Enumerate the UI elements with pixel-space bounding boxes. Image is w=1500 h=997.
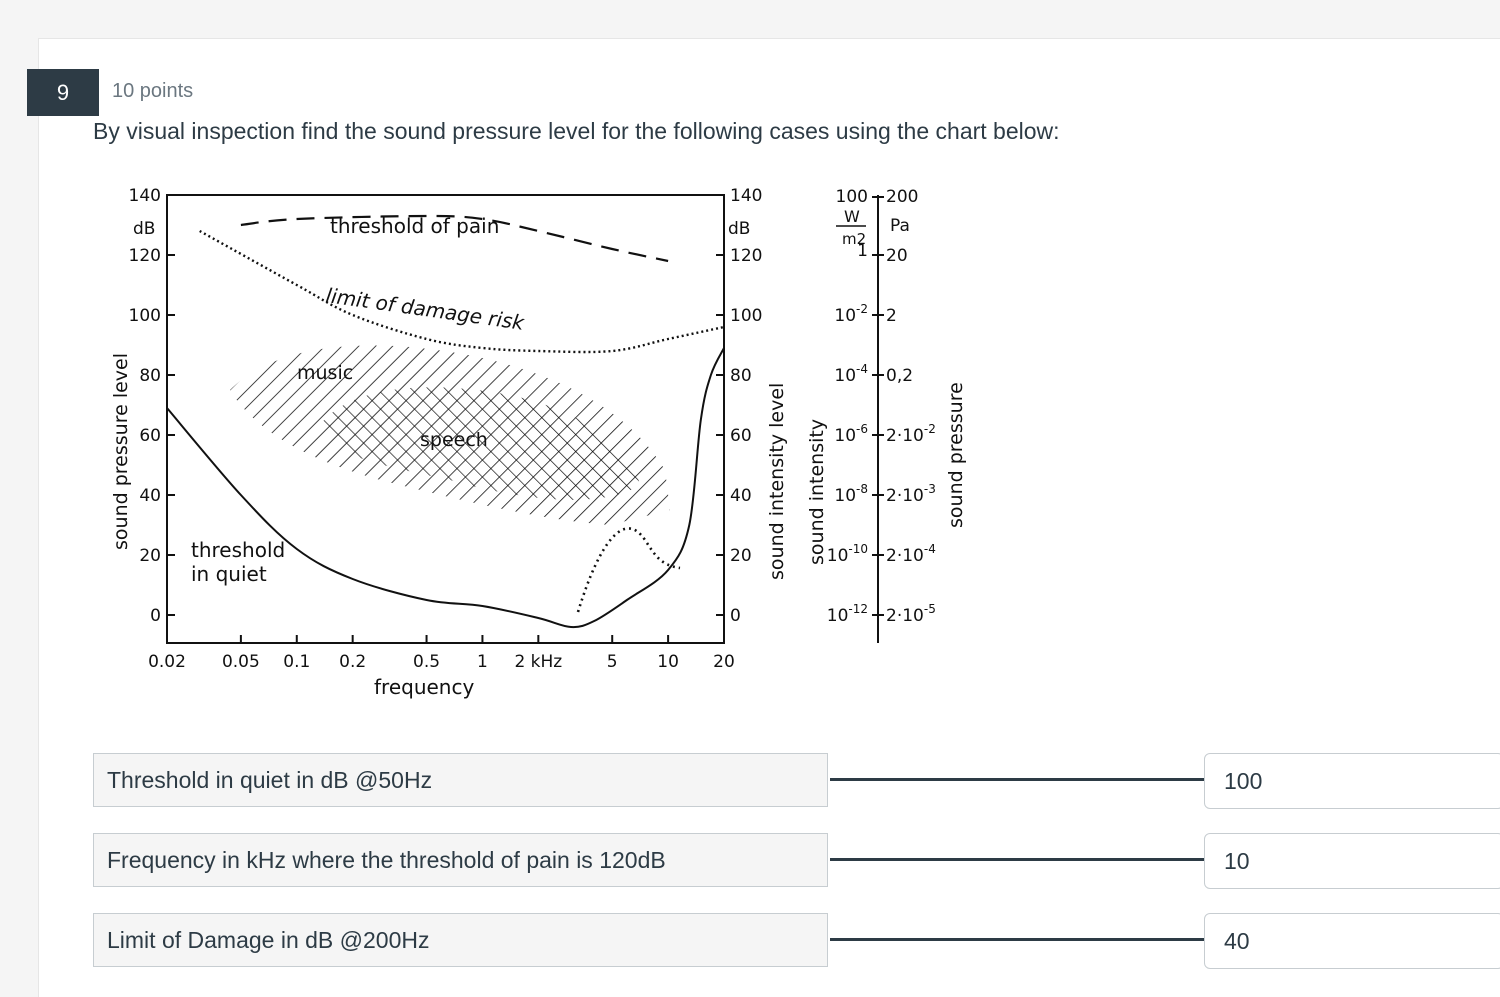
left-tick-label: 140 bbox=[128, 186, 161, 206]
pressure-tick-label: 2 bbox=[886, 306, 897, 326]
question-number: 9 bbox=[27, 69, 99, 116]
answer-row-2-input[interactable]: 10 bbox=[1204, 833, 1500, 889]
x-tick-label: 0.05 bbox=[221, 652, 260, 672]
left-tick-label: 100 bbox=[128, 306, 161, 326]
music-label: music bbox=[297, 362, 354, 384]
pressure-tick-label: $2\cdot 10^{-2}$ bbox=[886, 422, 936, 446]
intensity-tick-label: 1 bbox=[857, 241, 868, 261]
left-tick-label: 120 bbox=[128, 246, 161, 266]
answer-row-1-label: Threshold in quiet in dB @50Hz bbox=[93, 753, 828, 807]
left-tick-label: 40 bbox=[139, 486, 161, 506]
x-axis bbox=[148, 635, 735, 672]
pressure-tick-label: $2\cdot 10^{-4}$ bbox=[886, 542, 936, 566]
answer-row-1-input[interactable]: 100 bbox=[1204, 753, 1500, 809]
right-unit-db: dB bbox=[728, 219, 751, 239]
limit-of-damage-risk-label: limit of damage risk bbox=[324, 283, 526, 335]
left-tick-label: 0 bbox=[150, 606, 161, 626]
hearing-area-chart bbox=[100, 180, 980, 710]
intensity-tick-label: $10^{-12}$ bbox=[826, 602, 868, 626]
right-mid-axis-title: sound intensity bbox=[806, 418, 828, 565]
left-unit-db: dB bbox=[133, 219, 156, 239]
answer-row-2-connector bbox=[830, 858, 1204, 861]
left-axis bbox=[129, 186, 175, 626]
pressure-tick-label: 200 bbox=[886, 187, 919, 207]
question-text: By visual inspection find the sound pressure level for the following cases using the chart below: bbox=[93, 118, 1060, 144]
x-tick-label: 2 kHz bbox=[514, 652, 563, 672]
x-tick-label: 20 bbox=[713, 652, 735, 672]
intensity-tick-label: $10^{-6}$ bbox=[834, 422, 868, 446]
pressure-unit: Pa bbox=[890, 216, 910, 236]
x-tick-label: 0.2 bbox=[339, 652, 367, 672]
left-tick-label: 80 bbox=[139, 366, 161, 386]
intensity-tick-label: $10^{-2}$ bbox=[834, 302, 868, 326]
right-axis bbox=[716, 186, 762, 626]
right-tick-label: 120 bbox=[730, 246, 763, 266]
intensity-unit-num: W bbox=[844, 207, 860, 226]
intensity-tick-label: $10^{-10}$ bbox=[826, 542, 868, 566]
right-tick-label: 100 bbox=[730, 306, 763, 326]
x-tick-label: 10 bbox=[657, 652, 679, 672]
pressure-tick-label: 20 bbox=[886, 246, 908, 266]
x-tick-label: 0.5 bbox=[413, 652, 441, 672]
answer-row-2-label: Frequency in kHz where the threshold of pain is 120dB bbox=[93, 833, 828, 887]
right-tick-label: 140 bbox=[730, 186, 763, 206]
left-tick-label: 60 bbox=[139, 426, 161, 446]
pressure-tick-label: 0,2 bbox=[886, 366, 914, 386]
x-tick-label: 0.1 bbox=[283, 652, 311, 672]
x-axis-title: frequency bbox=[374, 675, 475, 699]
answer-row-3-label: Limit of Damage in dB @200Hz bbox=[93, 913, 828, 967]
right-outer-axis-title: sound pressure bbox=[945, 382, 967, 528]
intensity-tick-label: $10^{-8}$ bbox=[834, 482, 868, 506]
intensity-unit-den: m2 bbox=[842, 230, 867, 248]
right-inner-axis-title: sound intensity level bbox=[766, 382, 788, 580]
right-tick-label: 40 bbox=[730, 486, 752, 506]
question-points: 10 points bbox=[112, 80, 194, 102]
right-tick-label: 80 bbox=[730, 366, 752, 386]
answer-row-1-connector bbox=[830, 778, 1204, 781]
threshold-in-quiet-label-1: threshold bbox=[191, 538, 286, 562]
answer-row-3-input[interactable]: 40 bbox=[1204, 913, 1500, 969]
left-tick-label: 20 bbox=[139, 546, 161, 566]
intensity-tick-label: 100 bbox=[835, 187, 868, 207]
threshold-in-quiet-label-2: in quiet bbox=[191, 562, 267, 586]
threshold-of-pain-label: threshold of pain bbox=[330, 214, 500, 238]
x-tick-label: 0.02 bbox=[148, 652, 186, 672]
answer-row-3-connector bbox=[830, 938, 1204, 941]
x-tick-label: 1 bbox=[477, 652, 488, 672]
right-tick-label: 20 bbox=[730, 546, 752, 566]
intensity-pressure-scale bbox=[827, 187, 936, 626]
right-tick-label: 60 bbox=[730, 426, 752, 446]
right-tick-label: 0 bbox=[730, 606, 741, 626]
pressure-tick-label: $2\cdot 10^{-3}$ bbox=[886, 482, 936, 506]
limit-of-damage-risk-curve bbox=[200, 231, 724, 352]
x-tick-label: 5 bbox=[606, 652, 618, 672]
left-axis-title: sound pressure level bbox=[110, 353, 132, 550]
intensity-tick-label: $10^{-4}$ bbox=[834, 362, 868, 386]
pressure-tick-label: $2\cdot 10^{-5}$ bbox=[886, 602, 936, 626]
speech-label: speech bbox=[420, 429, 488, 451]
